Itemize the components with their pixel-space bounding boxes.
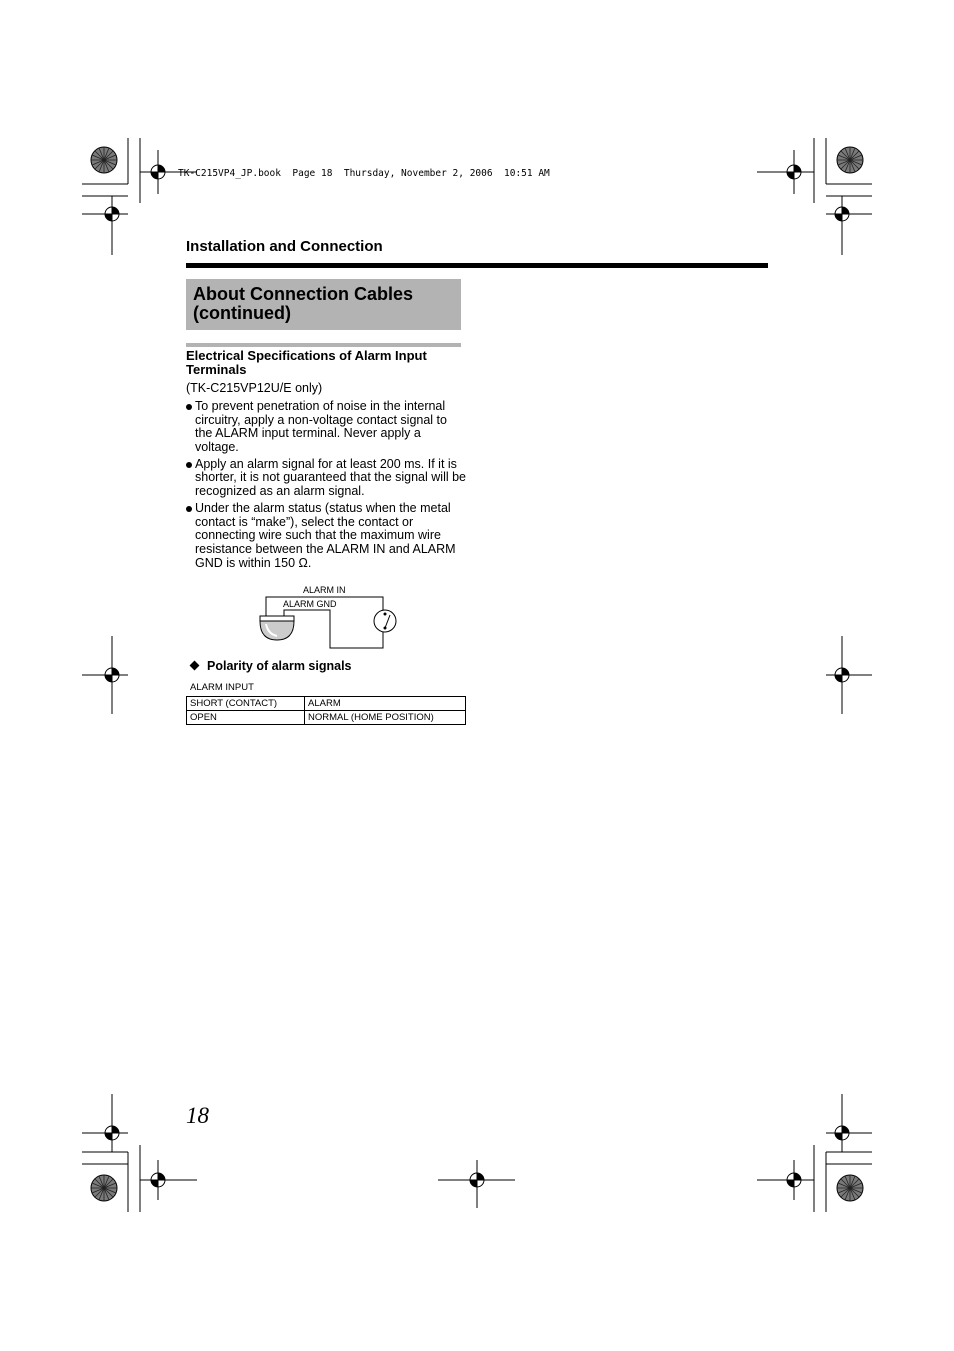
contact-switch-icon — [374, 610, 396, 632]
table-cell: SHORT (CONTACT) — [187, 697, 305, 711]
alarm-wiring-diagram — [250, 582, 410, 650]
page-title — [193, 285, 413, 323]
list-item — [186, 458, 466, 499]
print-header: TK-C215VP4_JP.book Page 18 Thursday, November 2, 2006 10:51 AM — [178, 168, 550, 179]
model-note: (TK-C215VP12U/E only) — [186, 381, 323, 395]
table-cell: NORMAL (HOME POSITION) — [305, 711, 466, 725]
page-title-line2: (continued) — [193, 303, 291, 323]
section-title: Installation and Connection — [186, 238, 383, 255]
polarity-heading — [188, 659, 352, 673]
alarm-in-label: ALARM IN — [303, 585, 346, 595]
table-row — [187, 697, 466, 711]
polarity-heading-text: Polarity of alarm signals — [207, 659, 352, 673]
subsection-rule — [186, 343, 461, 347]
bullet-text: Apply an alarm signal for at least 200 ms. If it is shorter, it is not guaranteed that the signal will be recognized as an alarm signal. — [195, 456, 466, 499]
polarity-table — [186, 696, 466, 725]
bullet-icon — [186, 506, 192, 512]
list-item — [186, 502, 466, 570]
list-item — [186, 400, 466, 454]
table-caption: ALARM INPUT — [190, 682, 254, 693]
section-rule — [186, 263, 768, 268]
dome-camera-icon — [260, 616, 294, 640]
bullet-text: To prevent penetration of noise in the internal circuitry, apply a non-voltage contact signal to the ALARM input terminal. Never apply a voltage. — [195, 399, 447, 454]
table-cell: OPEN — [187, 711, 305, 725]
bullet-text: Under the alarm status (status when the metal contact is “make”), select the contact or connecting wire such that the maximum wire resistance between the ALARM IN and ALARM GND is within 150 Ω. — [195, 501, 456, 570]
diamond-icon — [190, 661, 200, 671]
bullet-icon — [186, 462, 192, 468]
bullet-icon — [186, 404, 192, 410]
alarm-gnd-wire — [284, 610, 383, 648]
page-number: 18 — [186, 1103, 209, 1128]
table-cell: ALARM — [305, 697, 466, 711]
bullet-list — [186, 400, 466, 574]
page-title-line1: About Connection Cables — [193, 284, 413, 304]
subsection-title: Electrical Specifications of Alarm Input Terminals — [186, 348, 427, 377]
alarm-gnd-label: ALARM GND — [283, 599, 337, 609]
table-row — [187, 711, 466, 725]
